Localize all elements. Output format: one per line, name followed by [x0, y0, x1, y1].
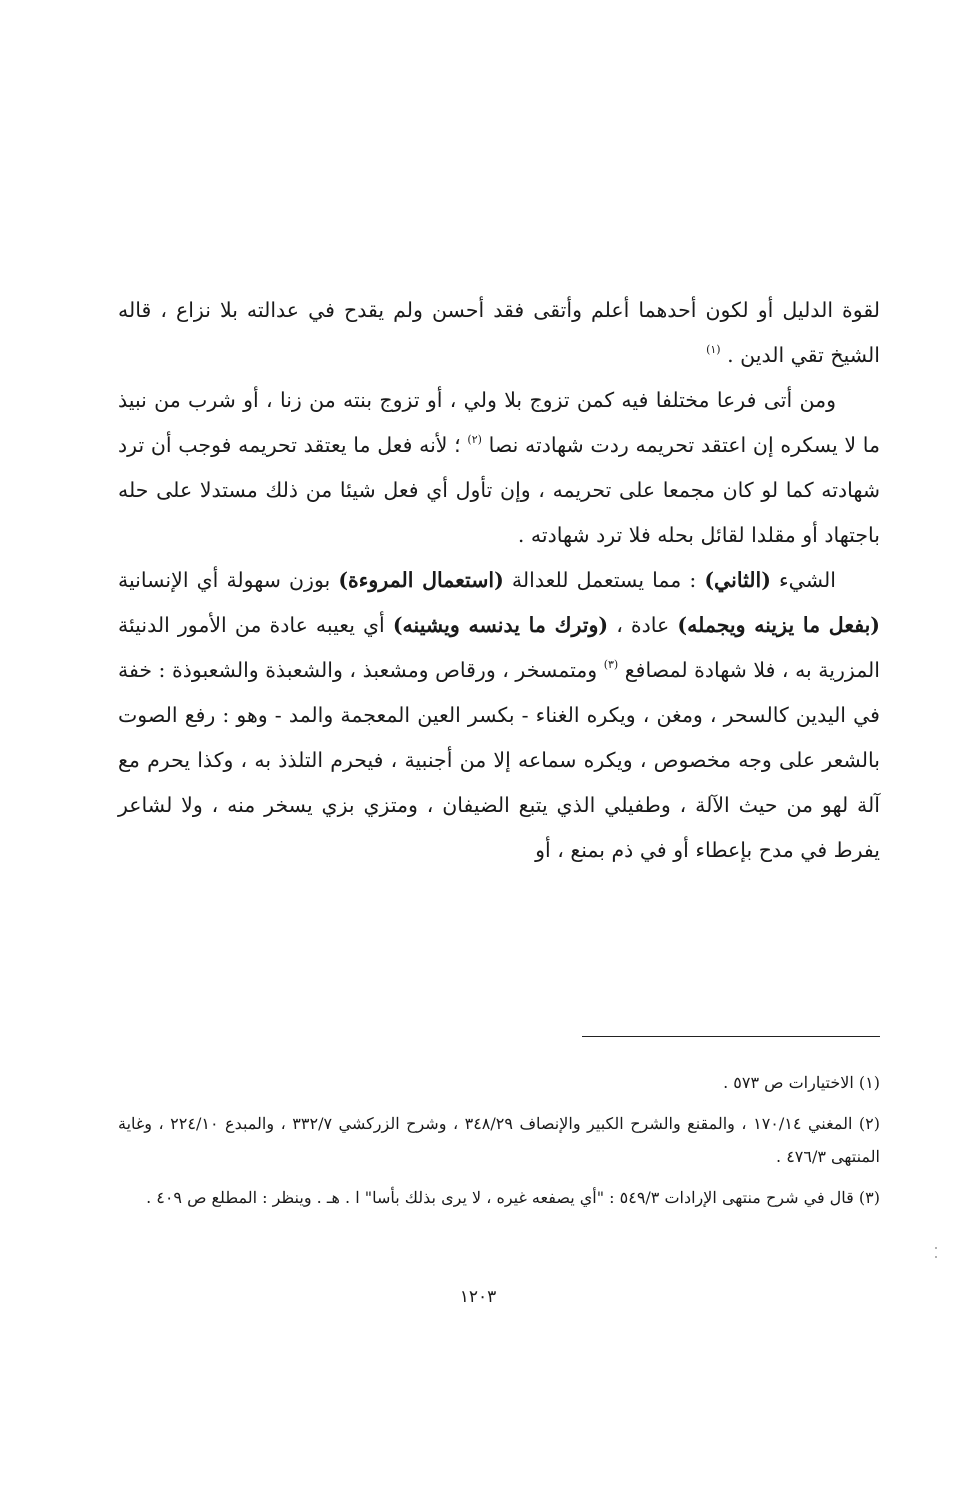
main-text: [118, 288, 880, 873]
bold-term-second: (الثاني): [704, 568, 771, 592]
paragraph-3: [118, 558, 880, 873]
paragraph-1: [118, 288, 880, 378]
footnote-2: (٢) المغني ١٧٠/١٤ ، والمقنع والشرح الكبير والإنصاف ٣٤٨/٢٩ ، وشرح الزركشي ٣٣٢/٧ ، والمبدع ٢٢٤/١٠ ، وغاية المنتهى ٤٧٦/٣ .: [118, 1114, 880, 1166]
scan-speck: [935, 1256, 937, 1258]
paragraph-2-text-a: ومن أتى فرعا مختلفا فيه كمن تزوج بلا ولي ، أو تزوج بنته من زنا ، أو شرب من نبيذ ما لا يسكره إن اعتقد تحريمه ردت شهادته نصا: [118, 388, 881, 457]
paragraph-3-text-4: عادة ،: [608, 613, 678, 637]
scan-speck: [935, 1247, 937, 1249]
paragraph-1-text: لقوة الدليل أو لكون أحدهما أعلم وأتقى فقد أحسن ولم يقدح في عدالته بلا نزاع ، قاله الشيخ تقي الدين .: [118, 298, 880, 367]
footnotes: [118, 1066, 880, 1222]
paragraph-3-text-1: الشيء: [770, 568, 836, 592]
bold-term-adorn: (بفعل ما يزينه ويجمله): [677, 613, 880, 637]
footnote-divider: [582, 1036, 880, 1037]
footnote-ref-3[interactable]: (٣): [603, 658, 619, 671]
paragraph-3-text-6: ومتمسخر ، ورقاص ومشعبذ ، والشعبذة والشعبوذة : خفة في اليدين كالسحر ، ومغن ، ويكره الغناء - بكسر العين المعجمة والمد - وهو : رفع الصوت بالشعر على وجه مخصوص ، ويكره سماعه إلا من أجنبية ، فيحرم التلذذ به ، وكذا يحرم مع آلة لهو من حيث الآلة ، وطفيلي الذي يتبع الضيفان ، ومتزي بزي يسخر منه ، ولا لشاعر يفرط في مدح بإعطاء أو في ذم بمنع ، أو: [118, 658, 880, 862]
paragraph-2: [118, 378, 880, 558]
bold-term-muruah: (استعمال المروءة): [338, 568, 504, 592]
footnote-ref-1[interactable]: (١): [706, 343, 721, 356]
bold-term-avoid: (وترك ما يدنسه ويشينه): [392, 613, 609, 637]
footnote-1: (١) الاختيارات ص ٥٧٣ .: [723, 1073, 880, 1092]
paragraph-2-text-b: ؛ لأنه فعل ما يعتقد تحريمه فوجب أن ترد شهادته كما لو كان مجمعا على تحريمه ، وإن تأول أي فعل شيئا من ذلك مستدلا على حله باجتهاد أو مقلدا لقائل بحله فلا ترد شهادته .: [118, 433, 880, 547]
paragraph-3-text-3: بوزن سهولة أي الإنسانية: [118, 568, 339, 592]
footnote-3: (٣) قال في شرح منتهى الإرادات ٥٤٩/٣ : "أي يصفعه غيره ، لا يرى بذلك بأسا" ا . هـ . وينظر : المطلع ص ٤٠٩ .: [146, 1188, 880, 1207]
paragraph-3-text-5: أي يعيبه عادة من الأمور الدنيئة المزرية به ، فلا شهادة لمصافع: [118, 613, 880, 682]
page-number: ١٢٠٣: [459, 1287, 497, 1307]
footnote-ref-2[interactable]: (٢): [467, 433, 482, 446]
paragraph-3-text-2: : مما يستعمل للعدالة: [503, 568, 705, 592]
